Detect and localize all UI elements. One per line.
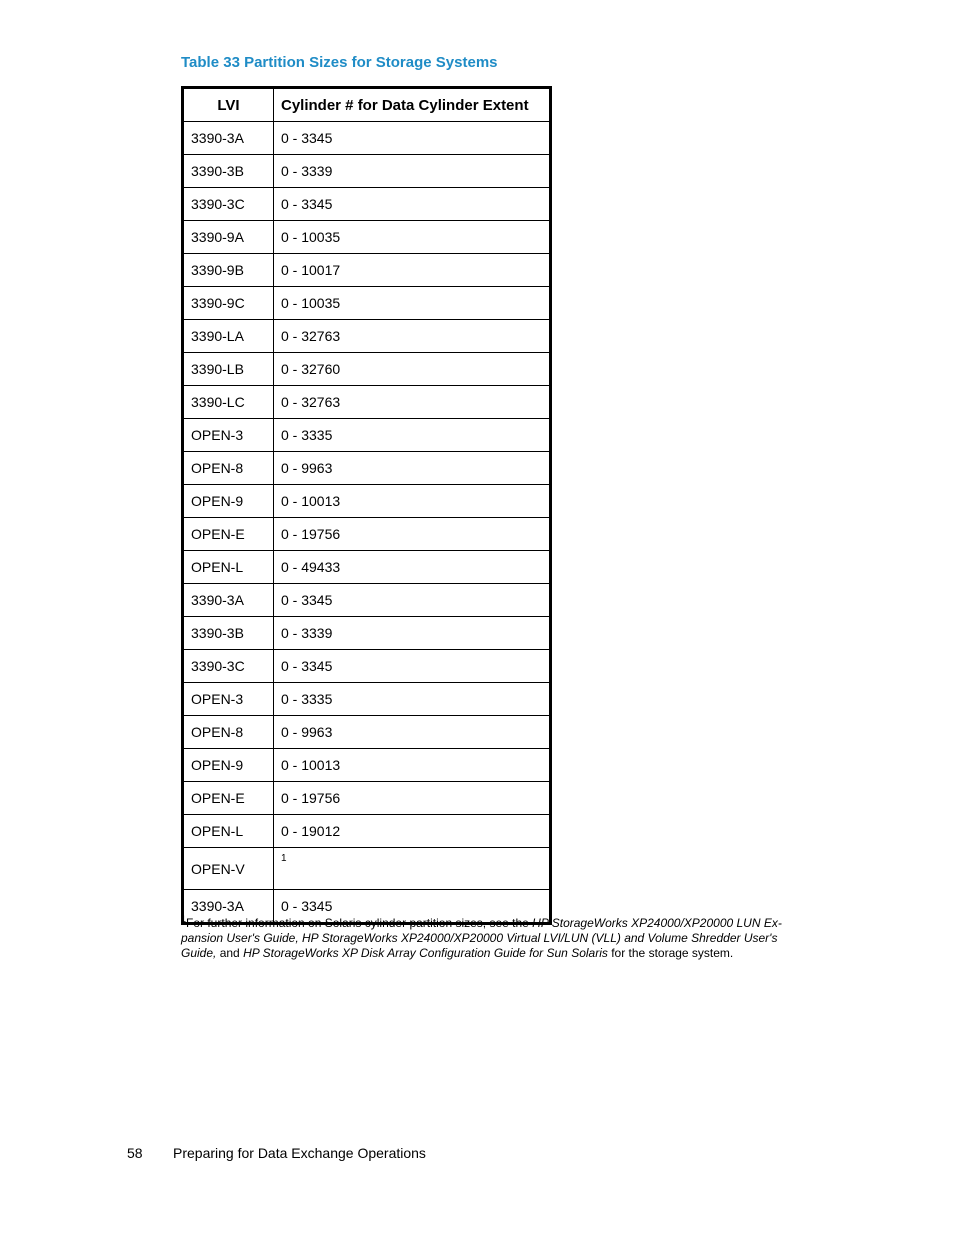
table-row [183, 815, 551, 848]
table-header-row [183, 88, 551, 122]
lvi-cell: OPEN-L [183, 551, 274, 584]
lvi-cell: OPEN-9 [183, 485, 274, 518]
cylinder-cell: 0 - 19012 [274, 815, 551, 848]
lvi-cell: 3390-9C [183, 287, 274, 320]
table-row [183, 386, 551, 419]
lvi-cell: 3390-3A [183, 122, 274, 155]
footnote-text: for the storage system. [607, 946, 734, 960]
cylinder-cell: 0 - 3345 [274, 890, 551, 924]
table-row [183, 551, 551, 584]
cylinder-cell: 0 - 9963 [274, 716, 551, 749]
cylinder-cell: 0 - 3345 [274, 650, 551, 683]
table-row [183, 122, 551, 155]
lvi-cell: OPEN-E [183, 782, 274, 815]
cylinder-cell: 0 - 3335 [274, 683, 551, 716]
table-row [183, 353, 551, 386]
cylinder-cell: 0 - 10017 [274, 254, 551, 287]
column-header-cylinder: Cylinder # for Data Cylinder Extent [274, 88, 551, 122]
lvi-cell: OPEN-8 [183, 716, 274, 749]
footnote-text: For further information on Solaris cylinder partition sizes, see the [186, 916, 533, 930]
lvi-cell: OPEN-E [183, 518, 274, 551]
lvi-cell: 3390-LA [183, 320, 274, 353]
table-row [183, 221, 551, 254]
footnote-guide-title: HP StorageWorks XP Disk Array Configuration Guide for Sun Solaris [243, 946, 608, 960]
lvi-cell: 3390-3A [183, 584, 274, 617]
table-row [183, 617, 551, 650]
partition-sizes-table [181, 86, 552, 925]
lvi-cell: OPEN-3 [183, 683, 274, 716]
cylinder-cell: 0 - 3345 [274, 122, 551, 155]
table-row [183, 518, 551, 551]
table-row [183, 749, 551, 782]
table-row [183, 188, 551, 221]
lvi-cell: 3390-3A [183, 890, 274, 924]
lvi-cell: OPEN-3 [183, 419, 274, 452]
cylinder-cell: 0 - 10035 [274, 221, 551, 254]
lvi-cell: 3390-3B [183, 617, 274, 650]
table-row [183, 650, 551, 683]
cylinder-cell: 0 - 9963 [274, 452, 551, 485]
lvi-cell: 3390-LB [183, 353, 274, 386]
cylinder-cell: 0 - 10035 [274, 287, 551, 320]
cylinder-cell [274, 848, 551, 890]
cylinder-cell: 0 - 3339 [274, 155, 551, 188]
table-row [183, 452, 551, 485]
lvi-cell: OPEN-V [183, 848, 274, 890]
table-row [183, 683, 551, 716]
column-header-lvi: LVI [183, 88, 274, 122]
cylinder-cell: 0 - 3345 [274, 188, 551, 221]
lvi-cell: 3390-3C [183, 188, 274, 221]
lvi-cell: OPEN-9 [183, 749, 274, 782]
cylinder-cell: 0 - 49433 [274, 551, 551, 584]
lvi-cell: 3390-9B [183, 254, 274, 287]
table-row [183, 782, 551, 815]
table-footnote [181, 916, 793, 961]
cylinder-cell: 0 - 32763 [274, 320, 551, 353]
lvi-cell: 3390-3C [183, 650, 274, 683]
table-row [183, 320, 551, 353]
lvi-cell: 3390-3B [183, 155, 274, 188]
cylinder-cell: 0 - 3345 [274, 584, 551, 617]
table-row [183, 716, 551, 749]
cylinder-cell: 0 - 19756 [274, 782, 551, 815]
cylinder-cell: 0 - 3335 [274, 419, 551, 452]
footnote-guide-titles: HP StorageWorks XP24000/XP20000 LUN Ex- pansion User's Guide, HP StorageWorks XP24000/XP20000 Virtual LVI/LUN (VLL) and Volume Shredder User's Guide, [181, 916, 782, 960]
page-number: 58 [127, 1145, 143, 1161]
table-row [183, 485, 551, 518]
cylinder-cell: 0 - 32760 [274, 353, 551, 386]
footnote-text: and [216, 946, 244, 960]
table-row [183, 848, 551, 890]
lvi-cell: OPEN-L [183, 815, 274, 848]
cylinder-cell: 0 - 32763 [274, 386, 551, 419]
footnote-marker: 1 [181, 914, 187, 924]
cylinder-cell: 0 - 3339 [274, 617, 551, 650]
table-row [183, 584, 551, 617]
table-row [183, 155, 551, 188]
cylinder-cell: 0 - 10013 [274, 749, 551, 782]
cylinder-cell: 0 - 10013 [274, 485, 551, 518]
footnote-reference[interactable]: 1 [281, 853, 287, 864]
table-caption: Table 33 Partition Sizes for Storage Systems [181, 54, 498, 71]
section-title: Preparing for Data Exchange Operations [173, 1145, 426, 1161]
table-row [183, 254, 551, 287]
cylinder-cell: 0 - 19756 [274, 518, 551, 551]
table-row [183, 287, 551, 320]
table-row [183, 419, 551, 452]
lvi-cell: 3390-LC [183, 386, 274, 419]
lvi-cell: OPEN-8 [183, 452, 274, 485]
lvi-cell: 3390-9A [183, 221, 274, 254]
